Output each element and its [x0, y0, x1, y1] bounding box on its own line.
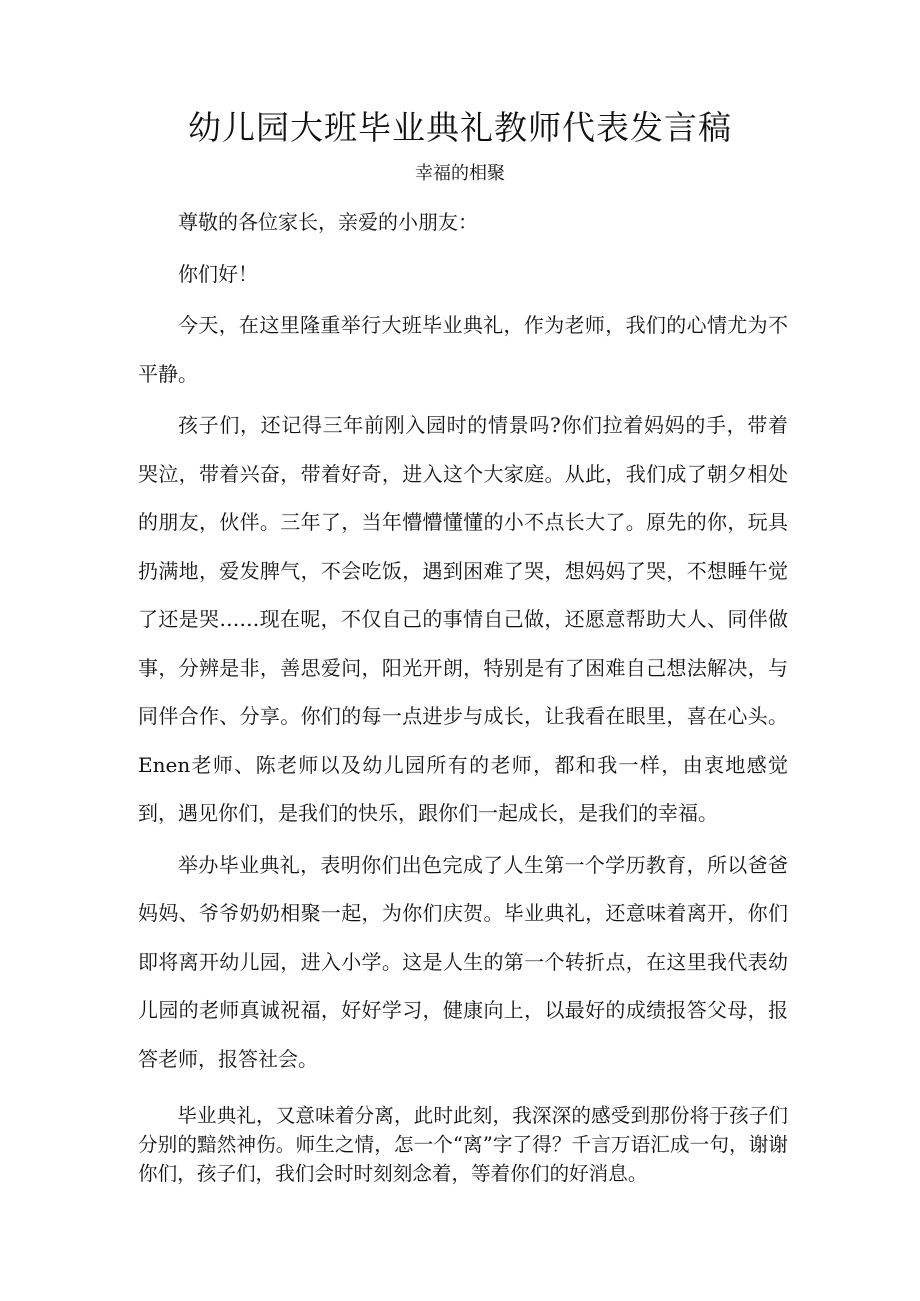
greeting-line: 尊敬的各位家长，亲爱的小朋友： — [178, 210, 478, 234]
hello-line: 你们好！ — [178, 261, 258, 286]
paragraph-opening: 今天，在这里隆重举行大班毕业典礼，作为老师，我们的心情尤为不平静。 — [138, 313, 788, 386]
paragraph-farewell: 毕业典礼，又意味着分离，此时此刻，我深深的感受到那份将于孩子们分别的黯然神伤。师生之情，怎一个“离”字了得？千言万语汇成一句，谢谢你们，孩子们，我们会时时刻刻念着，等着你们的好消息。 — [138, 1104, 788, 1185]
document-title: 幼儿园大班毕业典礼教师代表发言稿 — [188, 108, 732, 147]
document-subtitle: 幸福的相聚 — [415, 163, 505, 184]
paragraph-graduation: 举办毕业典礼，表明你们出色完成了人生第一个学历教育，所以爸爸妈妈、爷爷奶奶相聚一起，为你们庆贺。毕业典礼，还意味着离开，你们即将离开幼儿园，进入小学。这是人生的第一个转折点，在这里我代表幼儿园的老师真诚祝福，好好学习，健康向上，以最好的成绩报答父母，报答老师，报答社会。 — [138, 852, 788, 1071]
document-body — [138, 198, 788, 1188]
paragraph-memories: 孩子们，还记得三年前刚入园时的情景吗?你们拉着妈妈的手，带着哭泣，带着兴奋，带着好奇，进入这个大家庭。从此，我们成了朝夕相处的朋友，伙伴。三年了，当年懵懵懂懂的小不点长大了。原先的你，玩具扔满地，爱发脾气，不会吃饭，遇到困难了哭，想妈妈了哭，不想睡午觉了还是哭……现在呢，不仅自己的事情自己做，还愿意帮助大人、同伴做事，分辨是非，善思爱问，阳光开朗，特别是有了困难自己想法解决，与同伴合作、分享。你们的每一点进步与成长，让我看在眼里，喜在心头。Enen老师、陈老师以及幼儿园所有的老师，都和我一样，由衷地感觉到，遇见你们，是我们的快乐，跟你们一起成长，是我们的幸福。 — [138, 413, 788, 825]
